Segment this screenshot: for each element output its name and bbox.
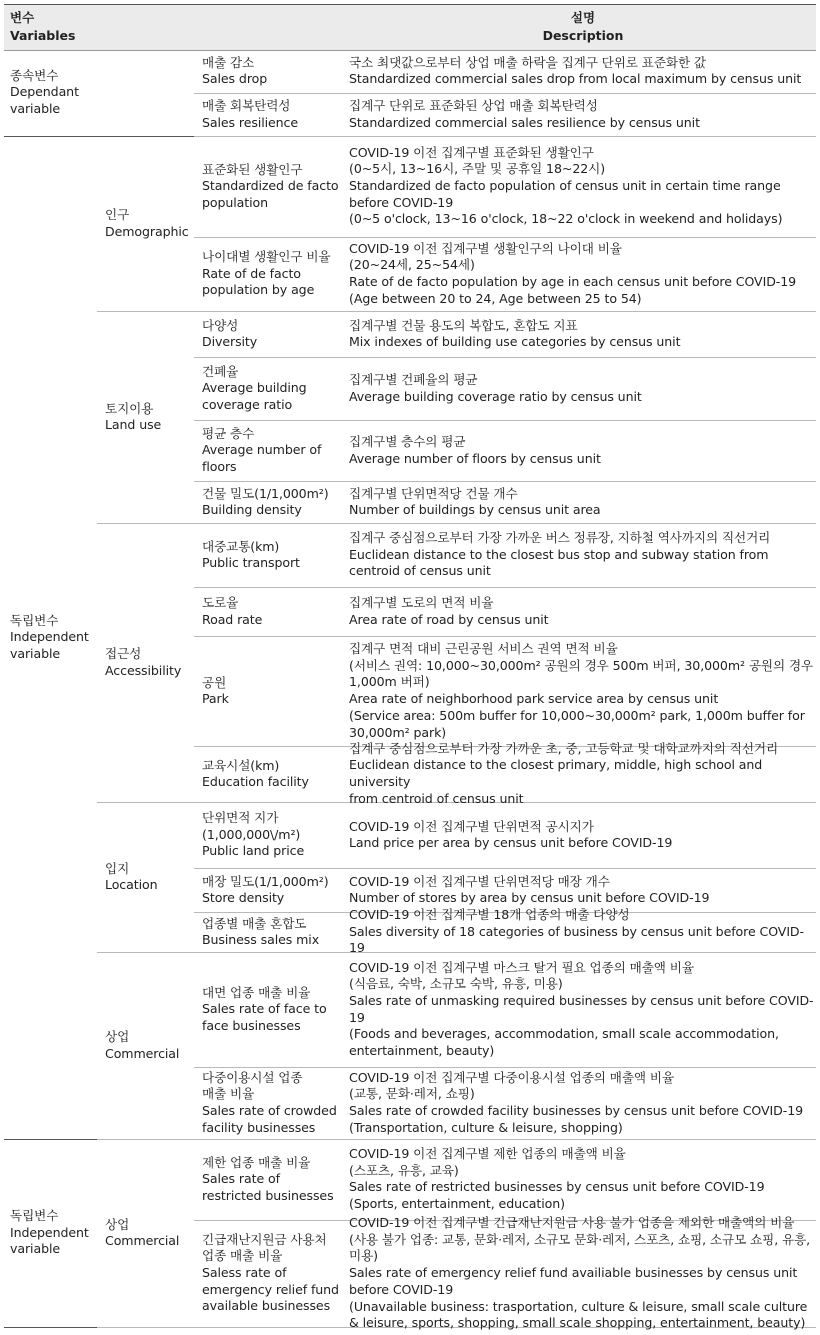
variable-name: 공원 Park — [202, 674, 229, 707]
variable-description: 집계구 중심점으로부터 가장 가까운 버스 정류장, 지하철 역사까지의 직선거리 Euclidean distance to the closest bus stop and subway station from centroid of census unit — [349, 530, 771, 579]
variable-name: 매출 감소 Sales drop — [202, 54, 268, 87]
category-label: 입지 Location — [105, 860, 158, 893]
variable-name: 다양성 Diversity — [202, 317, 258, 350]
variable-description: 집계구 단위로 표준화된 상업 매출 회복탄력성 Standardized commercial sales resilience by census unit — [349, 98, 700, 130]
row-divider — [194, 868, 816, 869]
variable-name: 교육시설(km) Education facility — [202, 757, 309, 790]
variable-description: 집계구별 건물 용도의 복합도, 혼합도 지표 Mix indexes of building use categories by census unit — [349, 317, 681, 350]
row-divider — [194, 1139, 816, 1140]
variable-name: 매출 회복탄력성 Sales resilience — [202, 98, 299, 130]
variable-description: 집계구 면적 대비 근린공원 서비스 권역 면적 비율 (서비스 권역: 10,000~30,000m² 공원의 경우 500m 버퍼, 30,000m² 공원의 경우 1,000m 버퍼) Area rate of neighborhood park service area by census unit (Service area: 500m buffer for 10,000~30,000m² park, 1,000m buffer for 30,000m² park) — [349, 641, 814, 740]
category-label: 인구 Demographic — [105, 207, 189, 239]
variable-description: COVID-19 이전 집계구별 마스크 탈거 필요 업종의 매출액 비율 (식음료, 숙박, 소규모 숙박, 유흥, 미용) Sales rate of unmasking required businesses by census unit before COVID-19 (Foods and beverages, accommodation, small scale accommodation, entertainment, beauty) — [349, 959, 814, 1059]
variable-description: 집계구별 도로의 면적 비율 Area rate of road by census unit — [349, 595, 549, 627]
row-divider — [194, 93, 816, 94]
row-divider — [194, 237, 816, 238]
variable-name: 도로율 Road rate — [202, 595, 263, 627]
variable-description: COVID-19 이전 집계구별 긴급재난지원금 사용 불가 업종을 제외한 매출액의 비율 (사용 불가 업종: 교통, 문화·레저, 소규모 문화·레저, 스포츠, 쇼핑, 소규모 쇼핑, 유흥, 미용) Sales rate of emergency relief fund availiable businesses by census unit before COVID-19 (Unavailable business: trasportation, culture & leisure, small scale culture & leisure, sports, shopping, small scale shopping, entertainment, beauty) — [349, 1215, 811, 1331]
variable-description: COVID-19 이전 집계구별 18개 업종의 매출 다양성 Sales diversity of 18 categories of business by census unit before COVID-19 — [349, 907, 804, 956]
variable-description: COVID-19 이전 집계구별 제한 업종의 매출액 비율 (스포츠, 유흥, 교육) Sales rate of restricted businesses by census unit before COVID-19 (Sports, entertainment, education) — [349, 1146, 765, 1212]
variable-description: 집계구별 건폐율의 평균 Average building coverage ratio by census unit — [349, 372, 642, 404]
variable-name: 제한 업종 매출 비율 Sales rate of restricted businesses — [202, 1154, 334, 1203]
row-divider — [194, 311, 816, 312]
row-divider — [194, 357, 816, 358]
group-label: 독립변수 Independent variable — [10, 612, 89, 661]
category-label: 상업 Commercial — [105, 1029, 180, 1061]
variable-description: COVID-19 이전 집계구별 단위면적 공시지가 Land price per area by census unit before COVID-19 — [349, 818, 673, 851]
variable-description: COVID-19 이전 집계구별 생활인구의 나이대 비율 (20~24세, 25~54세) Rate of de facto population by age in each census unit before COVID-19 (Age between 20 to 24, Age between 25 to 54) — [349, 240, 797, 306]
variable-name: 평균 층수 Average number of floors — [202, 425, 322, 474]
header-description: 설명 Description — [542, 10, 624, 43]
variable-name: 업종별 매출 혼합도 Business sales mix — [202, 915, 320, 948]
variable-name: 대면 업종 매출 비율 Sales rate of face to face businesses — [202, 984, 327, 1033]
category-label: 토지이용 Land use — [105, 400, 162, 433]
variable-description: 국소 최댓값으로부터 상업 매출 하락을 집계구 단위로 표준화한 값 Standardized commercial sales drop from local maximum by census unit — [349, 54, 802, 87]
header-variables: 변수 Variables — [10, 10, 76, 43]
variable-name: 나이대별 생활인구 비율 Rate of de facto population by age — [202, 249, 331, 298]
row-divider — [194, 636, 816, 637]
variable-description: 집계구별 단위면적당 건물 개수 Number of buildings by census unit area — [349, 485, 601, 518]
variable-description: COVID-19 이전 집계구별 표준화된 생활인구 (0~5시, 13~16시, 주말 및 공휴일 18~22시) Standardized de facto population of census unit in certain time range before COVID-19 (0~5 o'clock, 13~16 o'clock, 18~22 o'clock in weekend and holidays) — [349, 144, 783, 227]
variable-name: 대중교통(km) Public transport — [202, 538, 300, 571]
variable-name: 다중이용시설 업종 매출 비율 Sales rate of crowded facility businesses — [202, 1069, 337, 1135]
row-divider — [194, 420, 816, 421]
table-header — [4, 4, 816, 51]
row-divider — [194, 1067, 816, 1068]
variable-description: COVID-19 이전 집계구별 다중이용시설 업종의 매출액 비율 (교통, 문화·레저, 쇼핑) Sales rate of crowded facility businesses by census unit before COVID-19 (Transportation, culture & leisure, shopping) — [349, 1069, 804, 1135]
row-divider — [194, 136, 816, 137]
variable-name: 단위면적 지가 (1,000,000\/m²) Public land price — [202, 810, 305, 859]
row-divider — [194, 523, 816, 524]
row-divider — [194, 481, 816, 482]
row-divider — [194, 587, 816, 588]
category-label: 접근성 Accessibility — [105, 646, 182, 678]
variable-name: 매장 밀도(1/1,000m²) Store density — [202, 873, 329, 906]
variable-description: 집계구 중심점으로부터 가장 가까운 초, 중, 고등학교 및 대학교까지의 직선거리 Euclidean distance to the closest primary, middle, high school and university from centroid of census unit — [349, 740, 779, 806]
variable-description: 집계구별 층수의 평균 Average number of floors by census unit — [349, 434, 601, 466]
variable-name: 건폐율 Average building coverage ratio — [202, 363, 307, 412]
category-label: 상업 Commercial — [105, 1216, 180, 1249]
variable-name: 긴급재난지원금 사용처 업종 매출 비율 Saless rate of emergency relief fund available businesses — [202, 1231, 339, 1314]
variable-name: 건물 밀도(1/1,000m²) Building density — [202, 485, 329, 518]
group-label: 독립변수 Independent variable — [10, 1208, 89, 1257]
variable-description: COVID-19 이전 집계구별 단위면적당 매장 개수 Number of stores by area by census unit before COVID-19 — [349, 873, 710, 906]
group-label: 종속변수 Dependant variable — [10, 67, 79, 116]
variable-name: 표준화된 생활인구 Standardized de facto population — [202, 161, 339, 210]
